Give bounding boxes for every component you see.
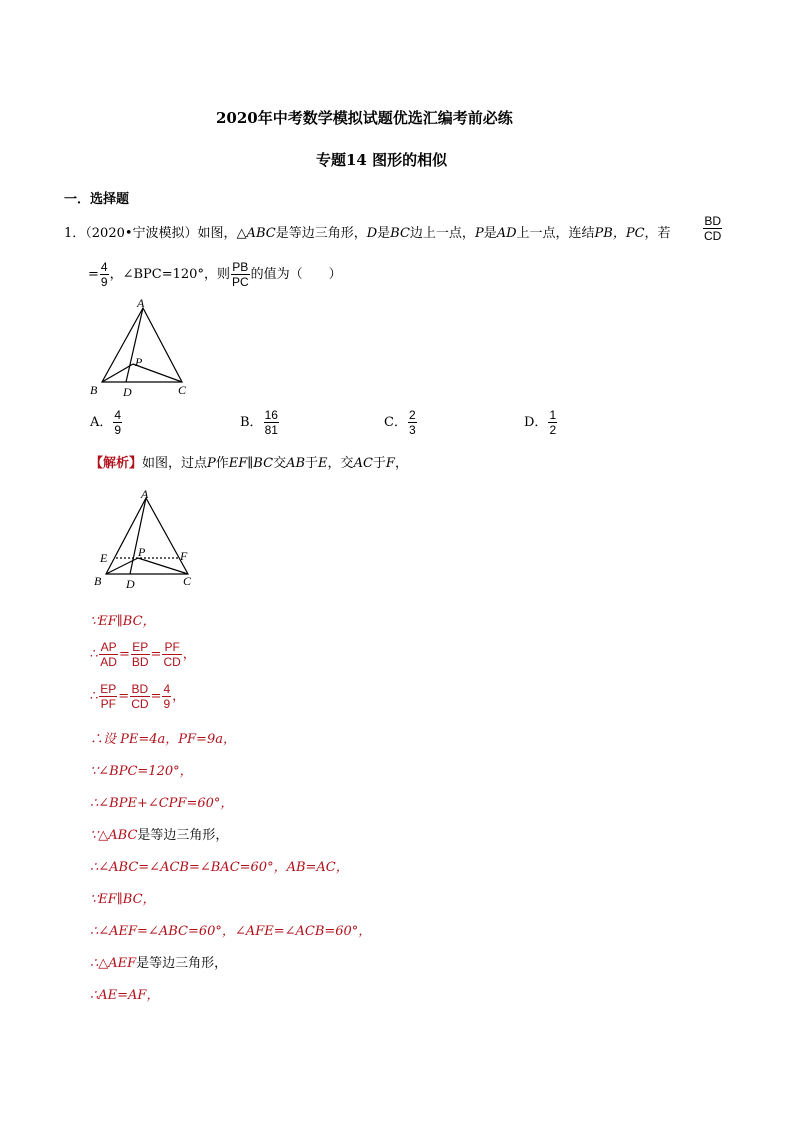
analysis-text: P bbox=[207, 456, 216, 471]
fraction-numerator: PB bbox=[232, 260, 249, 274]
triangle-figure-1 bbox=[86, 294, 196, 400]
analysis-intro bbox=[90, 452, 408, 471]
fraction-numerator: AP bbox=[100, 640, 117, 654]
ratio-bd-cd bbox=[703, 214, 722, 243]
fraction-numerator: 4 bbox=[100, 260, 108, 274]
step-4: ∴设 PE=4a，PF=9a， bbox=[90, 732, 236, 747]
question-text: PB，PC bbox=[594, 226, 645, 241]
step-8: ∴∠ABC=∠ACB=∠BAC=60°，AB=AC， bbox=[90, 860, 349, 875]
question-text: 边上一点， bbox=[409, 226, 475, 241]
label-e: E bbox=[100, 551, 108, 565]
step-text: ∴ bbox=[90, 689, 99, 704]
option-label: D． bbox=[524, 415, 548, 430]
question-source: （2020•宁波模拟） bbox=[85, 226, 198, 241]
label-a: A bbox=[137, 296, 145, 310]
question-text: BC bbox=[390, 226, 410, 241]
step-text: ∵△ABC bbox=[90, 828, 138, 843]
step-1: ∵EF∥BC， bbox=[90, 614, 156, 629]
fraction-numerator: PF bbox=[164, 640, 180, 654]
step-10: ∴∠AEF=∠ABC=60°，∠AFE=∠ACB=60°， bbox=[90, 924, 372, 939]
analysis-text: ， bbox=[394, 456, 408, 471]
label-d: D bbox=[123, 385, 132, 399]
fraction-denominator: PF bbox=[100, 697, 116, 711]
step-text: ∴ bbox=[90, 647, 99, 662]
document-title: 2020年中考数学模拟试题优选汇编考前必练 bbox=[216, 109, 513, 127]
question-text: △ABC bbox=[236, 226, 276, 241]
triangle-figure-2 bbox=[86, 486, 198, 594]
fraction-numerator: 2 bbox=[408, 408, 416, 422]
question-text: 上一点，连结 bbox=[516, 226, 595, 241]
step-5: ∵∠BPC=120°， bbox=[90, 764, 193, 779]
step-11 bbox=[90, 952, 227, 971]
fraction-numerator: 16 bbox=[264, 408, 278, 422]
fraction-4-9 bbox=[162, 682, 171, 711]
question-text: P bbox=[474, 226, 484, 241]
analysis-text: 于 bbox=[372, 456, 386, 471]
step-9: ∵EF∥BC， bbox=[90, 892, 156, 907]
question-text: 是等边三角形， bbox=[275, 226, 367, 241]
fraction-denominator: AD bbox=[100, 655, 117, 669]
fraction-numerator: 4 bbox=[163, 682, 171, 696]
question-text: ，若 bbox=[644, 226, 671, 241]
step-text: 是等边三角形， bbox=[137, 828, 229, 843]
analysis-text: 如图，过点 bbox=[142, 456, 208, 471]
option-d[interactable] bbox=[524, 408, 558, 437]
analysis-text: AB bbox=[286, 456, 306, 471]
option-label: A． bbox=[90, 415, 113, 430]
question-text: D bbox=[366, 226, 378, 241]
analysis-text: 作 bbox=[215, 456, 229, 471]
option-c[interactable] bbox=[384, 408, 418, 437]
question-number: 1． bbox=[64, 226, 86, 241]
fraction-denominator: 9 bbox=[114, 423, 122, 437]
step-2: ∴ $\frac{AP}{AD}$ = $\frac{EP}{BD}$ = $\frac{PF}{CD}$ ， bbox=[90, 640, 196, 669]
step-text: ， bbox=[182, 647, 196, 662]
label-p: P bbox=[138, 545, 146, 559]
label-p: P bbox=[135, 355, 143, 369]
fraction-numerator: EP bbox=[132, 640, 149, 654]
question-text: = bbox=[88, 267, 99, 282]
fraction-denominator: CD bbox=[131, 697, 149, 711]
step-7 bbox=[90, 824, 228, 843]
option-label: B． bbox=[240, 415, 263, 430]
fraction-numerator: BD bbox=[131, 682, 149, 696]
analysis-tag: 【解析】 bbox=[90, 456, 143, 471]
fraction-denominator: PC bbox=[231, 275, 249, 289]
question-1-line-2 bbox=[88, 260, 342, 289]
question-text: ，∠BPC=120°，则 bbox=[109, 267, 230, 282]
step-12: ∴AE=AF， bbox=[90, 988, 160, 1003]
ratio-pb-pc bbox=[231, 260, 250, 289]
step-text: ∴△AEF bbox=[90, 956, 137, 971]
label-c: C bbox=[178, 383, 187, 397]
fraction-denominator: 9 bbox=[163, 697, 171, 711]
question-text: 的值为（ ） bbox=[250, 267, 342, 282]
analysis-text: 交 bbox=[273, 456, 287, 471]
step-3: ∴ $\frac{EP}{PF}$ = $\frac{BD}{CD}$ = $\frac{4}{9}$ ， bbox=[90, 682, 186, 711]
fraction-ep-pf bbox=[99, 682, 117, 711]
option-a[interactable] bbox=[90, 408, 123, 437]
label-b: B bbox=[90, 383, 98, 397]
analysis-text: EF∥BC bbox=[228, 456, 274, 471]
label-c: C bbox=[183, 574, 192, 588]
fraction-denominator: CD bbox=[704, 229, 722, 243]
fraction-ep-bd bbox=[131, 640, 150, 669]
fraction-denominator: 81 bbox=[264, 423, 278, 437]
fraction-denominator: BD bbox=[131, 655, 149, 669]
analysis-text: 于 bbox=[305, 456, 319, 471]
label-d: D bbox=[126, 577, 135, 591]
label-a: A bbox=[141, 487, 149, 501]
option-label: C． bbox=[384, 415, 407, 430]
option-b[interactable] bbox=[240, 408, 280, 437]
fraction-numerator: BD bbox=[704, 214, 721, 228]
question-text: AD bbox=[496, 226, 517, 241]
step-text: ， bbox=[172, 689, 186, 704]
topic-title: 专题14 图形的相似 bbox=[316, 151, 448, 169]
analysis-text: F bbox=[385, 456, 395, 471]
label-f: F bbox=[180, 549, 188, 563]
fraction-denominator: 2 bbox=[549, 423, 557, 437]
analysis-text: ，交 bbox=[327, 456, 354, 471]
question-text: 是 bbox=[483, 226, 497, 241]
analysis-text: E bbox=[318, 456, 328, 471]
fraction-denominator: 9 bbox=[100, 275, 108, 289]
question-text: 是 bbox=[377, 226, 391, 241]
fraction-denominator: CD bbox=[163, 655, 181, 669]
question-1-line-1 bbox=[64, 222, 671, 241]
ratio-4-9 bbox=[100, 260, 109, 289]
step-text: 是等边三角形， bbox=[136, 956, 228, 971]
section-heading: 一．选择题 bbox=[64, 192, 130, 207]
fraction-bd-cd bbox=[130, 682, 149, 711]
fraction-pf-cd bbox=[162, 640, 181, 669]
fraction-numerator: 4 bbox=[114, 408, 122, 422]
fraction-ap-ad bbox=[99, 640, 118, 669]
fraction-numerator: EP bbox=[100, 682, 117, 696]
fraction-numerator: 1 bbox=[549, 408, 557, 422]
step-6: ∴∠BPE+∠CPF=60°， bbox=[90, 796, 234, 811]
analysis-text: AC bbox=[353, 456, 373, 471]
question-text: 如图， bbox=[197, 226, 237, 241]
fraction-denominator: 3 bbox=[408, 423, 416, 437]
label-b: B bbox=[94, 574, 102, 588]
